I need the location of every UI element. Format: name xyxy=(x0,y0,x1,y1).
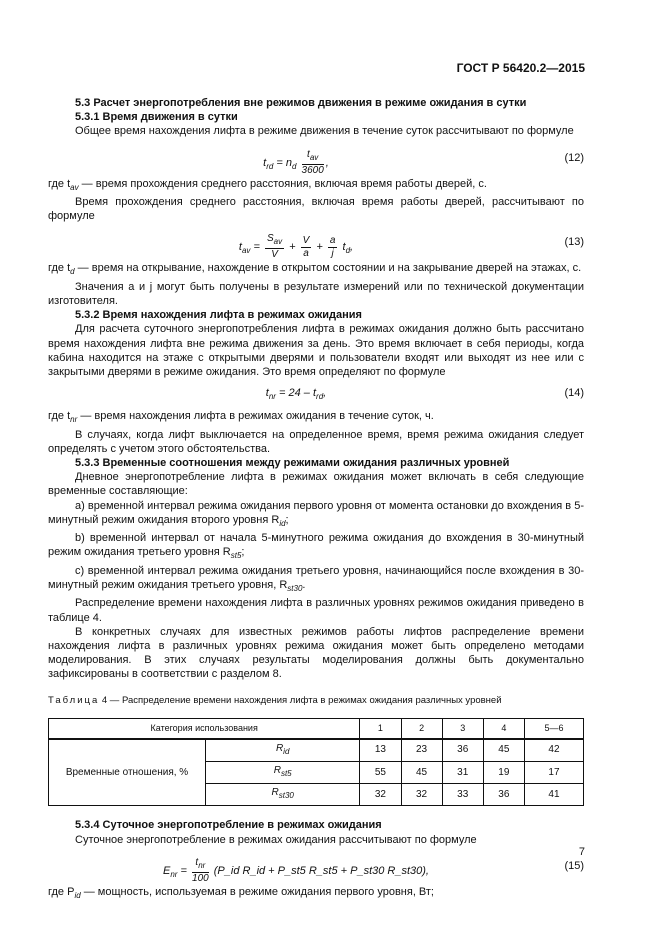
paragraph: В конкретных случаях для известных режимов работы лифтов распределение времени нахождения лифта в различных уровнях режима ожидания может быть определено методами моделирования. В этих случаях результаты моделирования должны быть документально зафиксированы в соответствии с разделом 8. xyxy=(48,625,584,681)
where-clause: где $t_d$ — время на открывание, нахождение в открытом состоянии и на закрывание дверей на этажах, с. xyxy=(48,262,582,277)
equation-12: $t_{rd} = n_d$ $\frac{t_{av}}{3600}$ , (12) xyxy=(263,148,584,176)
table-header-cell: 1 xyxy=(360,718,401,739)
paragraph: Время прохождения среднего расстояния, включая время работы дверей, рассчитывают по формуле xyxy=(48,196,584,223)
table-cell: 19 xyxy=(483,762,524,784)
paragraph: Суточное энергопотребление в режимах ожидания рассчитывают по формуле xyxy=(75,833,477,846)
table-cell: 32 xyxy=(401,784,442,806)
list-item-b: b) временной интервал от начала 5-минутного режима ожидания до вхождения в 30-минутный режим ожидания третьего уровня $R_{st5}$; xyxy=(48,532,584,561)
table-cell: 55 xyxy=(360,762,401,784)
table-cell: 31 xyxy=(442,762,483,784)
equation-number: (14) xyxy=(564,387,584,400)
table-cell: 13 xyxy=(360,739,401,762)
equation-number: (12) xyxy=(564,151,584,164)
page-content xyxy=(48,90,584,903)
equation-13: $t_{av}$ = $\frac{S_{av}}{V}$ + $\frac{V}{a}$ + $\frac{a}{j}$ $t_d$, (13) xyxy=(238,233,584,261)
paragraph: Для расчета суточного энергопотребления лифта в режимах ожидания должно быть рассчитано время нахождения лифта вне режима движения за день. Это время включает в себя периоды, когда кабина находится на этаже с открытыми дверями и пользователи входят или выходят из нее или с закрытыми дверями в режиме ожидания. Это время определяют по формуле xyxy=(48,323,584,379)
equation-number: (15) xyxy=(564,859,584,872)
paragraph: В случаях, когда лифт выключается на определенное время, время режима ожидания следует определять с учетом этого обстоятельства. xyxy=(48,428,584,455)
table-cell: 36 xyxy=(483,784,524,806)
table-header-cell: 3 xyxy=(442,718,483,739)
table-cell: 42 xyxy=(524,739,583,762)
table-cell: 41 xyxy=(524,784,583,806)
table-caption: Таблица 4 — Распределение времени нахождения лифта в режимах ожидания различных уровней xyxy=(48,694,502,706)
paragraph: Дневное энергопотребление лифта в режимах ожидания может включать в себя следующие временные составляющие: xyxy=(48,471,584,498)
row-symbol: $R_{id}$ xyxy=(206,739,360,762)
table-row xyxy=(49,739,584,762)
table-cell: 33 xyxy=(442,784,483,806)
table-cell: 45 xyxy=(483,739,524,762)
section-5-3-1-heading: 5.3.1 Время движения в сутки xyxy=(75,111,238,124)
equation-number: (13) xyxy=(564,236,584,249)
list-item-c: с) временной интервал режима ожидания третьего уровня, начинающийся после вхождения в 30-минутный режим ожидания третьего уровня, $R_{st30}$. xyxy=(48,564,584,594)
equation-15: $E_{nr}$ = $\frac{t_{nr}}{100}$ (P_id R_id + P_st5 R_st5 + P_st30 R_st30), (15) xyxy=(163,856,584,884)
table-cell: 23 xyxy=(401,739,442,762)
table-header-cell: 2 xyxy=(401,718,442,739)
section-5-3-3-heading: 5.3.3 Временные соотношения между режимами ожидания различных уровней xyxy=(75,457,510,470)
page-number: 7 xyxy=(578,846,585,858)
table-cell: 17 xyxy=(524,762,583,784)
table-cell: 36 xyxy=(442,739,483,762)
row-symbol: $R_{st5}$ xyxy=(206,762,360,784)
row-symbol: $R_{st30}$ xyxy=(206,784,360,806)
standby-distribution-table xyxy=(48,718,584,807)
where-clause: где $P_{id}$ — мощность, используемая в режиме ожидания первого уровня, Вт; xyxy=(48,885,434,901)
table-header-cell: 5—6 xyxy=(524,718,583,739)
table-header-row xyxy=(49,718,584,739)
equation-14: $t_{nr} = 24 - t_{rd}$, (14) xyxy=(265,387,584,402)
paragraph: Распределение времени нахождения лифта в различных уровнях режимов ожидания приведено в таблице 4. xyxy=(48,597,584,624)
table-header-cell: Категория использования xyxy=(49,718,360,739)
where-clause: где $t_{av}$ — время прохождения среднего расстояния, включая время работы дверей, с. xyxy=(48,177,487,192)
standard-header: ГОСТ Р 56420.2—2015 xyxy=(456,61,585,75)
row-group-label: Временные отношения, % xyxy=(49,739,206,806)
section-5-3-heading: 5.3 Расчет энергопотребления вне режимов движения в режиме ожидания в сутки xyxy=(75,97,527,109)
where-clause: где $t_{nr}$ — время нахождения лифта в режимах ожидания в течение суток, ч. xyxy=(48,410,434,425)
section-5-3-4-heading: 5.3.4 Суточное энергопотребление в режимах ожидания xyxy=(75,819,382,832)
list-item-a: а) временной интервал режима ожидания первого уровня от момента остановки до вхождения в 5-минутный режим ожидания второго уровня $R_{id}$; xyxy=(48,499,584,529)
paragraph: Значения a и j могут быть получены в результате измерений или по технической документации изготовителя. xyxy=(48,280,584,307)
section-5-3-2-heading: 5.3.2 Время нахождения лифта в режимах ожидания xyxy=(75,309,362,322)
paragraph: Общее время нахождения лифта в режиме движения в течение суток рассчитывают по формуле xyxy=(75,125,574,138)
table-header-cell: 4 xyxy=(483,718,524,739)
table-cell: 32 xyxy=(360,784,401,806)
table-cell: 45 xyxy=(401,762,442,784)
